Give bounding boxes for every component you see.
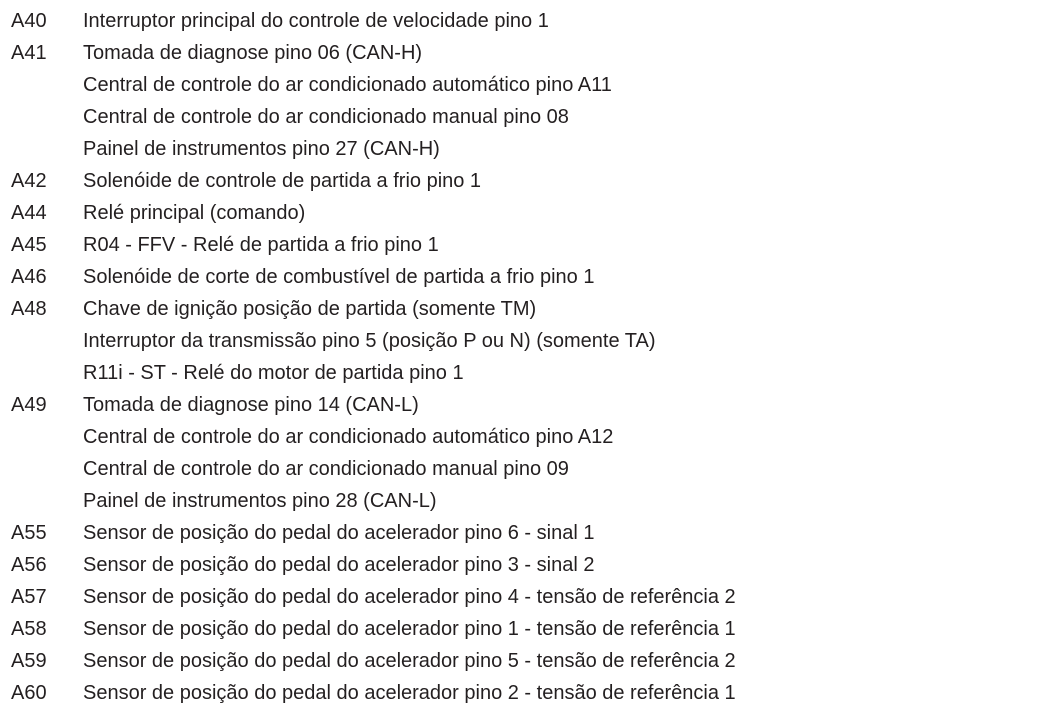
pin-description: R04 - FFV - Relé de partida a frio pino 1	[83, 234, 439, 256]
pin-description: Tomada de diagnose pino 06 (CAN-H)	[83, 42, 423, 64]
pin-description: R11i - ST - Relé do motor de partida pino 1	[83, 362, 464, 384]
pin-code: A59	[11, 650, 47, 672]
pin-code: A42	[11, 170, 47, 192]
pin-row	[0, 197, 1041, 229]
pin-description: Solenóide de corte de combustível de partida a frio pino 1	[83, 266, 595, 288]
pin-description: Painel de instrumentos pino 28 (CAN-L)	[83, 490, 437, 512]
pin-row	[0, 613, 1041, 645]
pin-list	[0, 5, 1041, 709]
pin-row	[0, 421, 1041, 453]
pin-description: Relé principal (comando)	[83, 202, 306, 224]
pin-description: Sensor de posição do pedal do acelerador pino 4 - tensão de referência 2	[83, 586, 736, 608]
pin-row	[0, 389, 1041, 421]
pin-row	[0, 357, 1041, 389]
pin-row	[0, 517, 1041, 549]
pin-row	[0, 581, 1041, 613]
pin-description: Interruptor principal do controle de velocidade pino 1	[83, 10, 549, 32]
pin-row	[0, 229, 1041, 261]
pin-row	[0, 645, 1041, 677]
pin-description: Central de controle do ar condicionado manual pino 08	[83, 106, 569, 128]
pin-code: A49	[11, 394, 47, 416]
pin-description: Chave de ignição posição de partida (somente TM)	[83, 298, 537, 320]
pin-row	[0, 453, 1041, 485]
pin-row	[0, 485, 1041, 517]
pin-row	[0, 69, 1041, 101]
pin-description: Central de controle do ar condicionado automático pino A12	[83, 426, 614, 448]
pin-row	[0, 293, 1041, 325]
pin-code: A45	[11, 234, 47, 256]
pin-description: Sensor de posição do pedal do acelerador pino 1 - tensão de referência 1	[83, 618, 736, 640]
pin-code: A60	[11, 682, 47, 704]
pin-description: Solenóide de controle de partida a frio pino 1	[83, 170, 482, 192]
pin-description: Central de controle do ar condicionado automático pino A11	[83, 74, 612, 96]
pin-code: A58	[11, 618, 47, 640]
pin-description: Sensor de posição do pedal do acelerador pino 5 - tensão de referência 2	[83, 650, 736, 672]
pin-code: A57	[11, 586, 47, 608]
pin-row	[0, 165, 1041, 197]
pin-description: Sensor de posição do pedal do acelerador pino 3 - sinal 2	[83, 554, 595, 576]
pin-description: Tomada de diagnose pino 14 (CAN-L)	[83, 394, 419, 416]
pin-row	[0, 37, 1041, 69]
pin-row	[0, 325, 1041, 357]
pin-description: Central de controle do ar condicionado manual pino 09	[83, 458, 569, 480]
pin-row	[0, 261, 1041, 293]
pin-code: A56	[11, 554, 47, 576]
pin-code: A44	[11, 202, 47, 224]
pin-row	[0, 677, 1041, 709]
pin-row	[0, 5, 1041, 37]
pin-code: A55	[11, 522, 47, 544]
pin-description: Sensor de posição do pedal do acelerador pino 2 - tensão de referência 1	[83, 682, 736, 704]
pin-row	[0, 133, 1041, 165]
pin-code: A40	[11, 10, 47, 32]
pin-code: A46	[11, 266, 47, 288]
pin-code: A41	[11, 42, 47, 64]
pin-row	[0, 549, 1041, 581]
pin-description: Painel de instrumentos pino 27 (CAN-H)	[83, 138, 440, 160]
pin-row	[0, 101, 1041, 133]
pin-description: Sensor de posição do pedal do acelerador pino 6 - sinal 1	[83, 522, 595, 544]
pin-code: A48	[11, 298, 47, 320]
pin-description: Interruptor da transmissão pino 5 (posição P ou N) (somente TA)	[83, 330, 656, 352]
